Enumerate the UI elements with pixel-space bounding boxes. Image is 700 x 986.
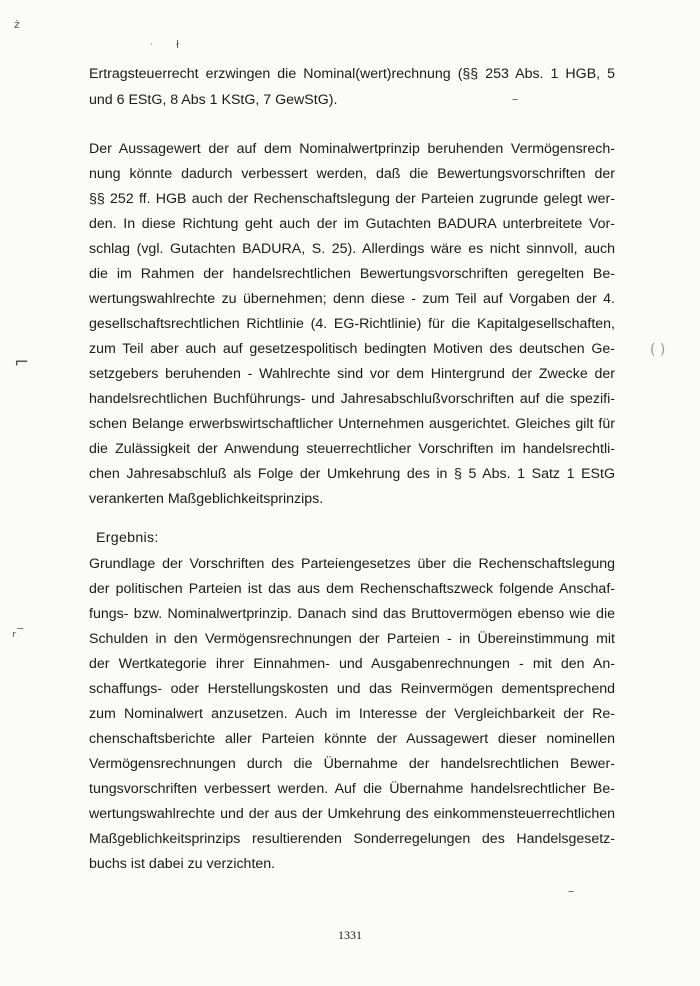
text-line: schen Belange erwerbswirtschaftlicher Unternehmen ausgerichtet. Gleiches gilt für <box>89 416 615 432</box>
scan-speck: ż <box>14 18 20 31</box>
text-line: schaffungs- oder Herstellungskosten und das Reinvermögen dementsprechend <box>89 681 615 697</box>
text-line: buchs ist dabei zu verzichten. <box>89 856 276 872</box>
text-line: und 6 EStG, 8 Abs 1 KStG, 7 GewStG). <box>89 92 338 108</box>
text-line: zum Nominalwert anzusetzen. Auch im Interesse der Vergleichbarkeit der Re- <box>89 706 615 722</box>
text-line: der politischen Parteien ist das aus dem Rechenschaftszweck folgende Anschaf- <box>89 581 615 597</box>
text-line: zum Teil aber auch auf gesetzespolitisch bedingten Motiven des deutschen Ge- <box>89 341 615 357</box>
text-line: Der Aussagewert der auf dem Nominalwertprinzip beruhenden Vermögensrech- <box>89 141 615 157</box>
text-line: wertungswahlrechte zu übernehmen; denn diese - zum Teil auf Vorgaben der 4. <box>89 291 615 307</box>
text-line: wertungswahlrechte und der aus der Umkehrung des einkommensteuerrechtlichen <box>89 806 615 822</box>
text-line: schlag (vgl. Gutachten BADURA, S. 25). Allerdings wäre es nicht sinnvoll, auch <box>89 241 615 257</box>
margin-mark-right: ( ) <box>650 342 666 358</box>
scan-dash: – <box>568 884 574 898</box>
text-line: chen Jahresabschluß als Folge der Umkehrung des in § 5 Abs. 1 Satz 1 EStG <box>89 466 615 482</box>
text-line: Vermögensrechnungen durch die Übernahme der handelsrechtlichen Bewer- <box>89 756 615 772</box>
scan-dash: – <box>512 92 518 106</box>
text-line: Grundlage der Vorschriften des Parteiengesetzes über die Rechenschaftslegung <box>89 556 615 572</box>
text-line: chenschaftsberichte aller Parteien könnte der Aussagewert dieser nominellen <box>89 731 615 747</box>
text-line: handelsrechtlichen Buchführungs- und Jahresabschlußvorschriften auf die spezifi- <box>89 391 615 407</box>
text-line: gesellschaftsrechtlichen Richtlinie (4. EG-Richtlinie) für die Kapitalgesellschaften, <box>89 316 615 332</box>
text-line: tungsvorschriften verbessert werden. Auf die Übernahme handelsrechtlicher Be- <box>89 781 615 797</box>
margin-mark-left-2: ᵣ⁻ <box>12 622 25 641</box>
margin-mark-left: ⌐ <box>14 352 30 373</box>
text-line: den. In diese Richtung geht auch der im Gutachten BADURA unterbreitete Vor- <box>89 216 615 232</box>
text-line: Ertragsteuerrecht erzwingen die Nominal(wert)rechnung (§§ 253 Abs. 1 HGB, 5 <box>89 66 615 82</box>
text-line: fungs- bzw. Nominalwertprinzip. Danach sind das Bruttovermögen ebenso wie die <box>89 606 615 622</box>
text-line: die Zulässigkeit der Anwendung steuerrechtlicher Vorschriften im handelsrechtli- <box>89 441 615 457</box>
text-line: Maßgeblichkeitsprinzips resultierenden Sonderregelungen des Handelsgesetz- <box>89 831 615 847</box>
scan-speck: ł <box>176 38 180 51</box>
text-line: nung könnte dadurch verbessert werden, daß die Bewertungsvorschriften der <box>89 166 615 182</box>
section-heading: Ergebnis: <box>96 530 159 546</box>
text-line: die im Rahmen der handelsrechtlichen Bewertungsvorschriften geregelten Be- <box>89 266 615 282</box>
text-line: verankerten Maßgeblichkeitsprinzips. <box>89 491 324 507</box>
page-number: 1331 <box>338 928 362 942</box>
text-line: Schulden in den Vermögensrechnungen der Parteien - in Übereinstimmung mit <box>89 631 615 647</box>
text-line: setzgebers beruhenden - Wahlrechte sind vor dem Hintergrund der Zwecke der <box>89 366 615 382</box>
text-line: §§ 252 ff. HGB auch der Rechenschaftslegung der Parteien zugrunde gelegt wer- <box>89 191 615 207</box>
text-line: der Wertkategorie ihrer Einnahmen- und Ausgabenrechnungen - mit den An- <box>89 656 615 672</box>
scan-speck: · <box>150 40 153 49</box>
